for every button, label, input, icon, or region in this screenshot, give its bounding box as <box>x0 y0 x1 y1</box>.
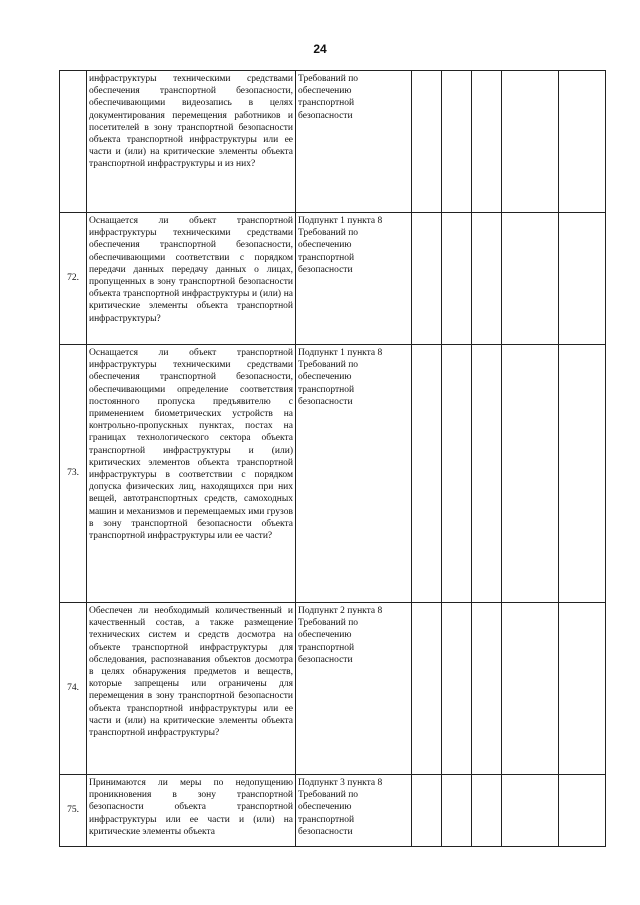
question-cell <box>87 213 296 345</box>
row-number <box>60 71 87 213</box>
reference-text: Подпункт 3 пункта 8 Требований по обеспечению транспортной безопасности <box>298 778 383 837</box>
answer-no-cell[interactable] <box>442 603 472 775</box>
notes-cell[interactable] <box>559 71 606 213</box>
extra-cell[interactable] <box>502 603 559 775</box>
answer-no-cell[interactable] <box>442 345 472 603</box>
reference-cell <box>296 213 412 345</box>
answer-na-cell[interactable] <box>472 71 502 213</box>
question-text: инфраструктуры техническими средствами обеспечения транспортной безопасности, обеспечивающими видеозапись в целях документирования перемещения работников и посетителей в зону транспортной безопасности объекта транспортной инфраструктуры или ее части и (или) на критические элементы объекта транспортной инфраструктуры и из них? <box>89 74 293 170</box>
question-cell <box>87 71 296 213</box>
table-row <box>60 603 606 775</box>
answer-na-cell[interactable] <box>472 345 502 603</box>
row-number: 74. <box>60 603 87 775</box>
question-text: Оснащается ли объект транспортной инфраструктуры техническими средствами обеспечения транспортной безопасности, обеспечивающими соответствии с порядком передачи данных передачу данных о лицах, пропущенных в зону транспортной безопасности объекта транспортной инфраструктуры и (или) на критические элементы объекта транспортной инфраструктуры? <box>89 216 293 324</box>
reference-text: Подпункт 1 пункта 8 Требований по обеспечению транспортной безопасности <box>298 348 383 407</box>
question-cell <box>87 775 296 847</box>
notes-cell[interactable] <box>559 345 606 603</box>
extra-cell[interactable] <box>502 775 559 847</box>
table-row <box>60 775 606 847</box>
notes-cell[interactable] <box>559 775 606 847</box>
row-number: 72. <box>60 213 87 345</box>
answer-yes-cell[interactable] <box>412 345 442 603</box>
answer-na-cell[interactable] <box>472 213 502 345</box>
reference-text: Требований по обеспечению транспортной безопасности <box>298 74 359 121</box>
question-text: Принимаются ли меры по недопущению проникновения в зону транспортной безопасности объекта транспортной инфраструктуры или ее части и (или) на критические элементы объекта <box>89 778 293 837</box>
extra-cell[interactable] <box>502 213 559 345</box>
answer-yes-cell[interactable] <box>412 71 442 213</box>
reference-cell <box>296 71 412 213</box>
answer-no-cell[interactable] <box>442 213 472 345</box>
question-cell <box>87 603 296 775</box>
table-row <box>60 213 606 345</box>
answer-na-cell[interactable] <box>472 603 502 775</box>
row-number: 75. <box>60 775 87 847</box>
answer-yes-cell[interactable] <box>412 213 442 345</box>
checklist-table <box>59 70 606 847</box>
answer-no-cell[interactable] <box>442 775 472 847</box>
row-number: 73. <box>60 345 87 603</box>
reference-cell <box>296 775 412 847</box>
answer-no-cell[interactable] <box>442 71 472 213</box>
notes-cell[interactable] <box>559 603 606 775</box>
answer-yes-cell[interactable] <box>412 603 442 775</box>
reference-cell <box>296 603 412 775</box>
reference-cell <box>296 345 412 603</box>
extra-cell[interactable] <box>502 71 559 213</box>
reference-text: Подпункт 2 пункта 8 Требований по обеспечению транспортной безопасности <box>298 606 383 665</box>
table-row <box>60 345 606 603</box>
reference-text: Подпункт 1 пункта 8 Требований по обеспечению транспортной безопасности <box>298 216 383 275</box>
question-cell <box>87 345 296 603</box>
answer-yes-cell[interactable] <box>412 775 442 847</box>
page-number: 24 <box>313 42 327 56</box>
notes-cell[interactable] <box>559 213 606 345</box>
question-text: Оснащается ли объект транспортной инфраструктуры техническими средствами обеспечения транспортной безопасности, обеспечивающими определение соответствия постоянного пропуска предъявителю с применением биометрических устройств на контрольно-пропускных пунктах, постах на границах технологического сектора объекта транспортной инфраструктуры и (или) критических элементов объекта транспортной инфраструктуры в соответствии с порядком допуска физических лиц, находящихся при них вещей, автотранспортных средств, самоходных машин и механизмов и перемещаемых ими грузов в зону транспортной безопасности объекта транспортной инфраструктуры или ее части? <box>89 348 293 542</box>
question-text: Обеспечен ли необходимый количественный и качественный состав, а также размещение технических систем и средств досмотра на объекте транспортной инфраструктуры для обследования, распознавания объектов досмотра в целях обнаружения предметов и веществ, которые запрещены или ограничены для перемещения в зону транспортной безопасности объекта транспортной инфраструктуры или ее части и (или) на критические элементы объекта транспортной инфраструктуры? <box>89 606 293 739</box>
table-row <box>60 71 606 213</box>
answer-na-cell[interactable] <box>472 775 502 847</box>
extra-cell[interactable] <box>502 345 559 603</box>
